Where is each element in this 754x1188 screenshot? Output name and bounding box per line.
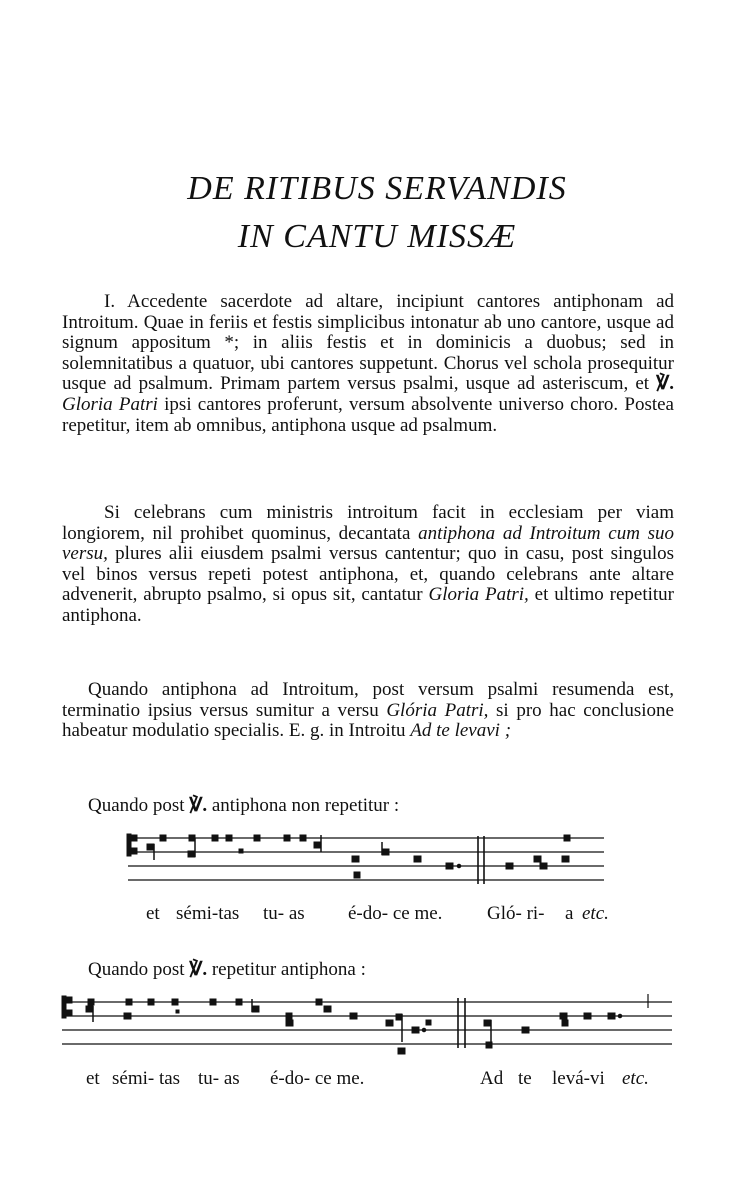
example-2-lyric-5: Ad [480,1068,504,1089]
example-2-lyric-8 [622,1068,649,1090]
example-1-caption-pre: Quando post [88,795,190,816]
etc-abbrev: etc. [582,903,609,924]
example-1-caption-post: antiphona non repetitur : [207,795,400,816]
paragraph-1 [62,292,674,436]
example-2-caption [88,958,366,981]
example-1-lyric-2: sémi-tas [176,903,240,924]
paragraph-2-text-b: plures alii eiusdem psalmi versus cantentur; quo in casu, post singulos vel binos versus repeti potest antiphona, et, quando celebrans ante altare advenerit, abrupto psalmo, si opus sit, cantatur [62,543,674,606]
paragraph-2 [62,503,674,627]
example-1-lyric-7 [582,903,609,925]
page-subtitle: IN CANTU MISSÆ [237,218,517,255]
example-1-lyric-5: Gló- ri- [487,903,545,924]
versicle-symbol: ℣. [656,373,674,395]
paragraph-3-text-b: si pro hac conclusione habeatur modulatio specialis. E. g. in Introitu [62,699,674,742]
example-1-lyric-1: et [146,903,160,924]
paragraph-1-text-a: I. Accedente sacerdote ad altare, incipiunt cantores antiphonam ad Introitum. Quae in feriis et festis simplicibus intonatur ab uno cantore, usque ad signum appositum *; in aliis festis et in dominicis a duobus; sed in solemnitatibus a quatuor, ubi cantores suppetunt. Chorus vel schola prosequitur usque ad psalmum. Primam partem versus psalmi, usque ad asteriscum, et [62,291,674,395]
example-1-lyric-4: é-do- ce me. [348,903,443,924]
paragraph-2-text-c: et ultimo repetitur antiphona. [62,584,675,626]
etc-abbrev: etc. [622,1068,649,1089]
paragraph-3-text-a: Quando antiphona ad Introitum, post versum psalmi resumenda est, terminatio ipsius versus sumitur a versu [62,679,674,721]
paragraph-2-italic-b: Gloria Patri, [428,584,529,606]
paragraph-3 [62,680,674,742]
example-2-lyric-4: é-do- ce me. [270,1068,365,1089]
example-2-caption-post: repetitur antiphona : [207,959,366,980]
example-2-caption-pre: Quando post [88,959,190,980]
versicle-symbol: ℣. [189,959,208,980]
paragraph-1-text-b: ipsi cantores proferunt, versum absolvente universo choro. Postea repetitur, item ab omnibus, antiphona usque ad psalmum. [62,393,674,436]
versicle-symbol: ℣. [189,795,208,816]
example-2-lyric-7: levá-vi [552,1068,605,1089]
paragraph-2-italic-a: antiphona ad Introitum cum suo versu, [62,522,674,565]
example-2-lyric-3: tu- as [198,1068,240,1089]
example-2-lyric-2: sémi- tas [112,1068,181,1089]
example-2-lyric-6: te [518,1068,532,1089]
example-1-lyric-3: tu- as [263,903,305,924]
chant-staff-2 [0,992,754,1062]
paragraph-2-text-a: Si celebrans cum ministris introitum facit in ecclesiam per viam longiorem, nil prohibet quominus, decantata [62,502,674,544]
chant-staff-1 [0,828,754,898]
gloria-patri-ref: Gloria Patri [62,393,158,415]
example-1-caption [88,794,399,817]
example-2-lyric-1: et [86,1068,100,1089]
example-1-lyric-6: a [565,903,574,924]
paragraph-3-italic-b: Ad te levavi ; [410,720,512,742]
page-title: DE RITIBUS SERVANDIS [187,170,567,207]
paragraph-3-italic-a: Glória Patri, [386,699,489,721]
